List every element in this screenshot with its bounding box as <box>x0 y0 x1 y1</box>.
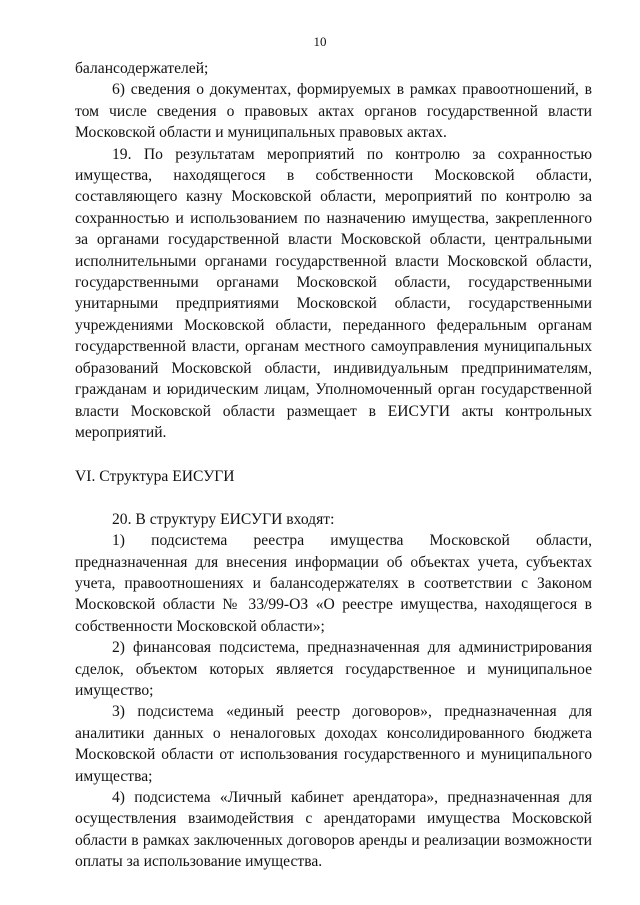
paragraph-continuation: балансодержателей; <box>75 60 209 77</box>
paragraph-subsystem-1: 1) подсистема реестра имущества Московской области, предназначенная для внесения информации об объектах учета, субъектах учета, правоотношениях и балансодержателях в соответствии с Законом Московской области № 33/99-ОЗ «О реестре имущества, находящегося в собственности Московской области»; <box>75 532 592 635</box>
document-body <box>75 58 592 873</box>
paragraph-subsystem-4: 4) подсистема «Личный кабинет арендатора», предназначенная для осуществления взаимодействия с арендаторами имущества Московской области в рамках заключенных договоров аренды и реализации возможности оплаты за использование имущества. <box>75 789 592 871</box>
page-number: 10 <box>313 34 327 49</box>
paragraph-subsystem-3: 3) подсистема «единый реестр договоров», предназначенная для аналитики данных о неналоговых доходах консолидированного бюджета Московской области от использования государственного и муниципального имущества; <box>75 703 592 785</box>
paragraph-clause-19: 19. По результатам мероприятий по контролю за сохранностью имущества, находящегося в собственности Московской области, составляющего казну Московской области, мероприятий по контролю за сохранностью и использованием по назначению имущества, закрепленного за органами государственной власти Московской области, центральными исполнительными органами государственной власти Московской области, государственными органами Московской области, государственными унитарными предприятиями Московской области, государственными учреждениями Московской области, переданного федеральным органам государственной власти, органам местного самоуправления муниципальных образований Московской области, индивидуальным предпринимателям, гражданам и юридическим лицам, Уполномоченный орган государственной власти Московской области размещает в ЕИСУГИ акты контрольных мероприятий. <box>75 145 592 441</box>
section-heading: VI. Структура ЕИСУГИ <box>75 468 235 486</box>
paragraph-item-6: 6) сведения о документах, формируемых в рамках правоотношений, в том числе сведения о правовых актах органов государственной власти Московской области и муниципальных правовых актах. <box>75 81 592 142</box>
paragraph-subsystem-2: 2) финансовая подсистема, предназначенная для администрирования сделок, объектом которых является государственное и муниципальное имущество; <box>75 639 592 699</box>
paragraph-clause-20: 20. В структуру ЕИСУГИ входят: <box>112 510 335 528</box>
